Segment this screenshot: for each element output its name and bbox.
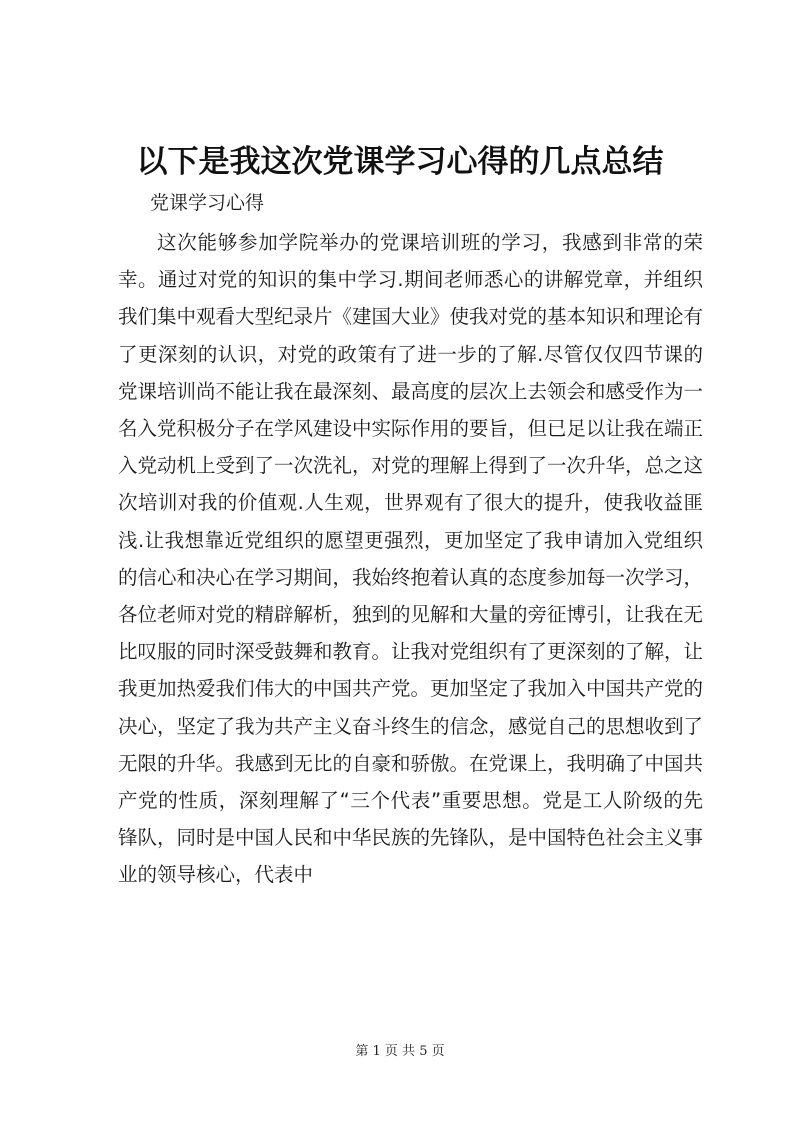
page-number-footer: 第 1 页 共 5 页: [355, 1044, 445, 1059]
body-paragraph: 这次能够参加学院举办的党课培训班的学习，我感到非常的荣幸。通过对党的知识的集中学习.期间老师悉心的讲解党章，并组织我们集中观看大型纪录片《建国大业》使我对党的基本知识和理论有了更深刻的认识，对党的政策有了进一步的了解.尽管仅仅四节课的党课培训尚不能让我在最深刻、最高度的层次上去领会和感受作为一名入党积极分子在学风建设中实际作用的要旨，但已足以让我在端正入党动机上受到了一次洗礼，对党的理解上得到了一次升华，总之这次培训对我的价值观.人生观，世界观有了很大的提升，使我收益匪浅.让我想靠近党组织的愿望更强烈，更加坚定了我申请加入党组织的信心和决心在学习期间，我始终抱着认真的态度参加每一次学习，各位老师对党的精辟解析，独到的见解和大量的旁征博引，让我在无比叹服的同时深受鼓舞和教育。让我对党组织有了更深刻的了解，让我更加热爱我们伟大的中国共产党。更加坚定了我加入中国共产党的决心，坚定了我为共产主义奋斗终生的信念，感觉自己的思想收到了无限的升华。我感到无比的自豪和骄傲。在党课上，我明确了中国共产党的性质，深刻理解了“三个代表”重要思想。党是工人阶级的先锋队，同时是中国人民和中华民族的先锋队，是中国特色社会主义事业的领导核心，代表中: [118, 231, 704, 887]
document-title: 以下是我这次党课学习心得的几点总结: [136, 144, 664, 180]
document-subtitle: 党课学习心得: [150, 192, 265, 214]
